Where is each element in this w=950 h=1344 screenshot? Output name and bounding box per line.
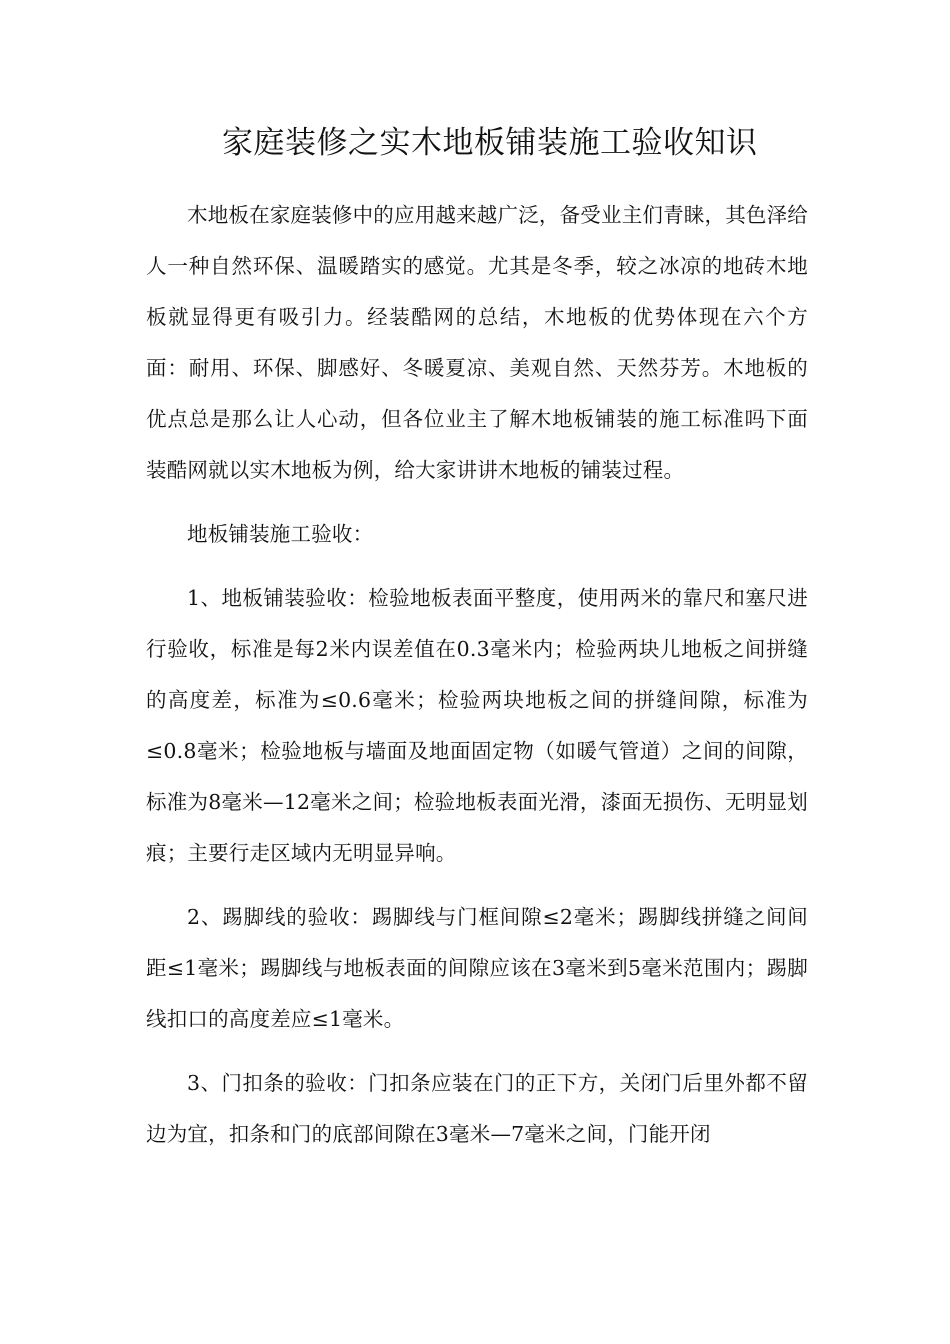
skirting-acceptance-paragraph: 2、踢脚线的验收：踢脚线与门框间隙≤2毫米；踢脚线拼缝之间间距≤1毫米；踢脚线与地板表面的间隙应该在3毫米到5毫米范围内；踢脚线扣口的高度差应≤1毫米。: [146, 905, 808, 1031]
floor-acceptance-paragraph: 1、地板铺装验收：检验地板表面平整度，使用两米的靠尺和塞尺进行验收，标准是每2米内误差值在0.3毫米内；检验两块儿地板之间拼缝的高度差，标准为≤0.6毫米；检验两块地板之间的拼缝间隙，标准为≤0.8毫米；检验地板与墙面及地面固定物（如暖气管道）之间的间隙，标准为8毫米—12毫米之间；检验地板表面光滑，漆面无损伤、无明显划痕；主要行走区域内无明显异响。: [146, 586, 808, 865]
document-body: [146, 190, 808, 1173]
document-title: 家庭装修之实木地板铺装施工验收知识: [222, 125, 758, 161]
door-strip-acceptance-paragraph: 3、门扣条的验收：门扣条应装在门的正下方，关闭门后里外都不留边为宜，扣条和门的底部间隙在3毫米—7毫米之间，门能开闭: [146, 1071, 808, 1146]
intro-paragraph: 木地板在家庭装修中的应用越来越广泛，备受业主们青睐，其色泽给人一种自然环保、温暖踏实的感觉。尤其是冬季，较之冰凉的地砖木地板就显得更有吸引力。经装酷网的总结，木地板的优势体现在六个方面：耐用、环保、脚感好、冬暖夏凉、美观自然、天然芬芳。木地板的优点总是那么让人心动，但各位业主了解木地板铺装的施工标准吗下面装酷网就以实木地板为例，给大家讲讲木地板的铺装过程。: [146, 203, 808, 482]
section-heading: 地板铺装施工验收：: [187, 522, 374, 546]
